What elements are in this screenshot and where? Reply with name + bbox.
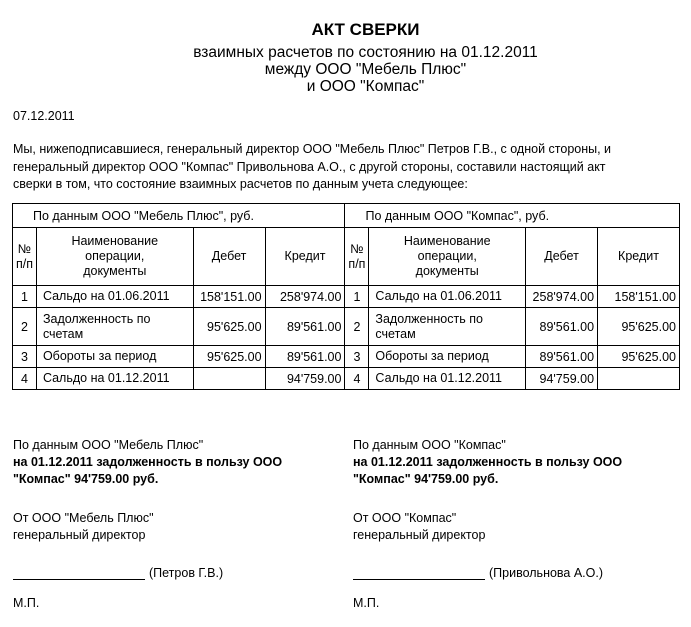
col-header-debit: Дебет — [526, 228, 598, 286]
cell-name: Обороты за период — [36, 346, 193, 368]
cell-num: 2 — [13, 308, 37, 346]
column-header-row — [13, 228, 680, 286]
cell-credit: 258'974.00 — [265, 286, 345, 308]
cell-num: 3 — [345, 346, 369, 368]
signatory-right — [353, 510, 485, 544]
signature-line — [13, 567, 145, 580]
cell-num: 2 — [345, 308, 369, 346]
signatory-company: От ООО "Мебель Плюс" — [13, 511, 154, 525]
cell-credit: 89'561.00 — [265, 346, 345, 368]
conclusion-right — [353, 437, 673, 488]
cell-name: Задолженность по счетам — [369, 308, 526, 346]
conclusion-left — [13, 437, 333, 488]
cell-debit: 158'151.00 — [193, 286, 265, 308]
cell-debit: 89'561.00 — [526, 346, 598, 368]
cell-credit: 89'561.00 — [265, 308, 345, 346]
signatory-company: От ООО "Компас" — [353, 511, 457, 525]
document-title: АКТ СВЕРКИ — [311, 20, 420, 39]
document-date: 07.12.2011 — [13, 109, 75, 123]
cell-debit: 95'625.00 — [193, 346, 265, 368]
reconciliation-table — [12, 203, 680, 390]
table-row — [13, 368, 680, 390]
col-header-num: № п/п — [13, 228, 37, 286]
stamp-place-right: М.П. — [353, 596, 380, 610]
cell-name: Обороты за период — [369, 346, 526, 368]
cell-name: Сальдо на 01.12.2011 — [369, 368, 526, 390]
cell-credit: 158'151.00 — [598, 286, 680, 308]
table-row — [13, 308, 680, 346]
cell-name: Сальдо на 01.06.2011 — [36, 286, 193, 308]
cell-credit — [598, 368, 680, 390]
col-header-debit: Дебет — [193, 228, 265, 286]
cell-debit: 94'759.00 — [526, 368, 598, 390]
cell-num: 4 — [345, 368, 369, 390]
signatory-name: (Петров Г.В.) — [149, 566, 224, 580]
subtitle-line: между ООО "Мебель Плюс" — [264, 61, 467, 78]
cell-num: 1 — [13, 286, 37, 308]
cell-num: 4 — [13, 368, 37, 390]
signature-line — [353, 567, 485, 580]
conclusion-source: По данным ООО "Мебель Плюс" — [13, 438, 204, 452]
cell-debit: 95'625.00 — [193, 308, 265, 346]
party-header-right: По данным ООО "Компас", руб. — [345, 204, 680, 228]
signatory-name: (Привольнова А.О.) — [489, 566, 604, 580]
party-header-row — [13, 204, 680, 228]
table-row — [13, 346, 680, 368]
document-subtitle — [0, 44, 691, 95]
signatory-position: генеральный директор — [353, 528, 486, 542]
cell-debit — [193, 368, 265, 390]
conclusion-debt: на 01.12.2011 задолженность в пользу ООО — [353, 455, 623, 469]
col-header-credit: Кредит — [598, 228, 680, 286]
cell-name: Сальдо на 01.06.2011 — [369, 286, 526, 308]
conclusion-debt: на 01.12.2011 задолженность в пользу ООО — [13, 455, 283, 469]
party-header-left: По данным ООО "Мебель Плюс", руб. — [13, 204, 345, 228]
signatory-position: генеральный директор — [13, 528, 146, 542]
intro-paragraph — [13, 141, 683, 194]
col-header-num: № п/п — [345, 228, 369, 286]
stamp-place-left: М.П. — [13, 596, 40, 610]
conclusion-amount: "Компас" 94'759.00 руб. — [13, 472, 159, 486]
intro-line: Мы, нижеподписавшиеся, генеральный директор ООО "Мебель Плюс" Петров Г.В., с одной стороны, и — [13, 142, 612, 156]
cell-debit: 258'974.00 — [526, 286, 598, 308]
cell-credit: 95'625.00 — [598, 308, 680, 346]
intro-line: сверки в том, что состояние взаимных расчетов по данным учета следующее: — [13, 177, 468, 191]
cell-debit: 89'561.00 — [526, 308, 598, 346]
subtitle-line: взаимных расчетов по состоянию на 01.12.2011 — [193, 44, 538, 61]
cell-name: Сальдо на 01.12.2011 — [36, 368, 193, 390]
cell-name: Задолженность по счетам — [36, 308, 193, 346]
signatory-left — [13, 510, 154, 544]
cell-num: 1 — [345, 286, 369, 308]
cell-credit: 95'625.00 — [598, 346, 680, 368]
signature-right — [353, 566, 603, 580]
subtitle-line: и ООО "Компас" — [306, 78, 425, 95]
signature-left — [13, 566, 223, 580]
col-header-name: Наименование операции, документы — [36, 228, 193, 286]
conclusion-amount: "Компас" 94'759.00 руб. — [353, 472, 499, 486]
col-header-credit: Кредит — [265, 228, 345, 286]
intro-line: генеральный директор ООО "Компас" Привольнова А.О., с другой стороны, составили настоящий акт — [13, 159, 606, 174]
cell-credit: 94'759.00 — [265, 368, 345, 390]
table-row — [13, 286, 680, 308]
conclusion-source: По данным ООО "Компас" — [353, 438, 506, 452]
cell-num: 3 — [13, 346, 37, 368]
col-header-name: Наименование операции, документы — [369, 228, 526, 286]
